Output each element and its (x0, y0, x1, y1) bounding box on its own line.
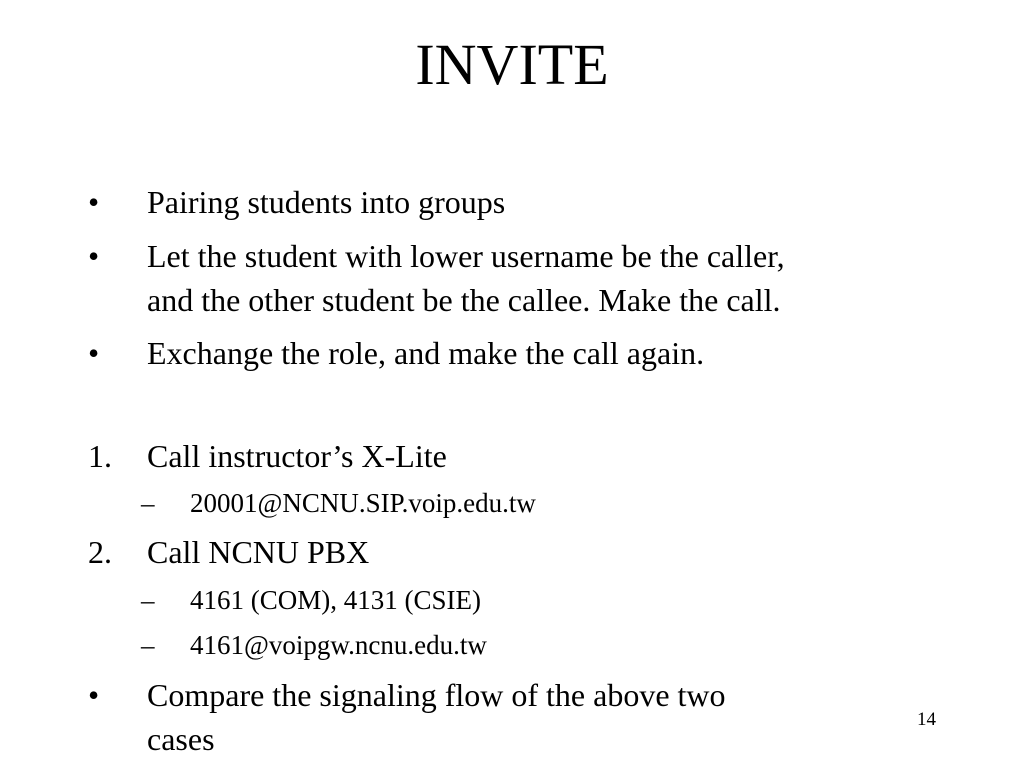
dash-marker: – (141, 488, 155, 518)
page-number: 14 (917, 709, 936, 730)
dash-marker: – (141, 585, 155, 615)
numbered-text: Call instructor’s X-Lite (147, 438, 447, 474)
bullet-marker: • (88, 335, 100, 371)
slide-title: INVITE (415, 32, 609, 97)
bullet-marker: • (88, 677, 100, 713)
bullet-text: Let the student with lower username be the caller, (147, 238, 785, 274)
numbered-text: Call NCNU PBX (147, 534, 370, 570)
bullet-marker: • (88, 238, 100, 274)
number-marker: 2. (88, 534, 112, 570)
dash-marker: – (141, 630, 155, 660)
bullet-text: Compare the signaling flow of the above two (147, 677, 726, 713)
bullet-text: and the other student be the callee. Make the call. (147, 282, 781, 318)
bullet-text: cases (147, 721, 215, 757)
sub-text: 4161 (COM), 4131 (CSIE) (190, 585, 481, 615)
bullet-text: Exchange the role, and make the call again. (147, 335, 705, 371)
bullet-marker: • (88, 184, 100, 220)
sub-text: 20001@NCNU.SIP.voip.edu.tw (190, 488, 536, 518)
bullet-text: Pairing students into groups (147, 184, 506, 220)
number-marker: 1. (88, 438, 112, 474)
sub-text: 4161@voipgw.ncnu.edu.tw (190, 630, 487, 660)
